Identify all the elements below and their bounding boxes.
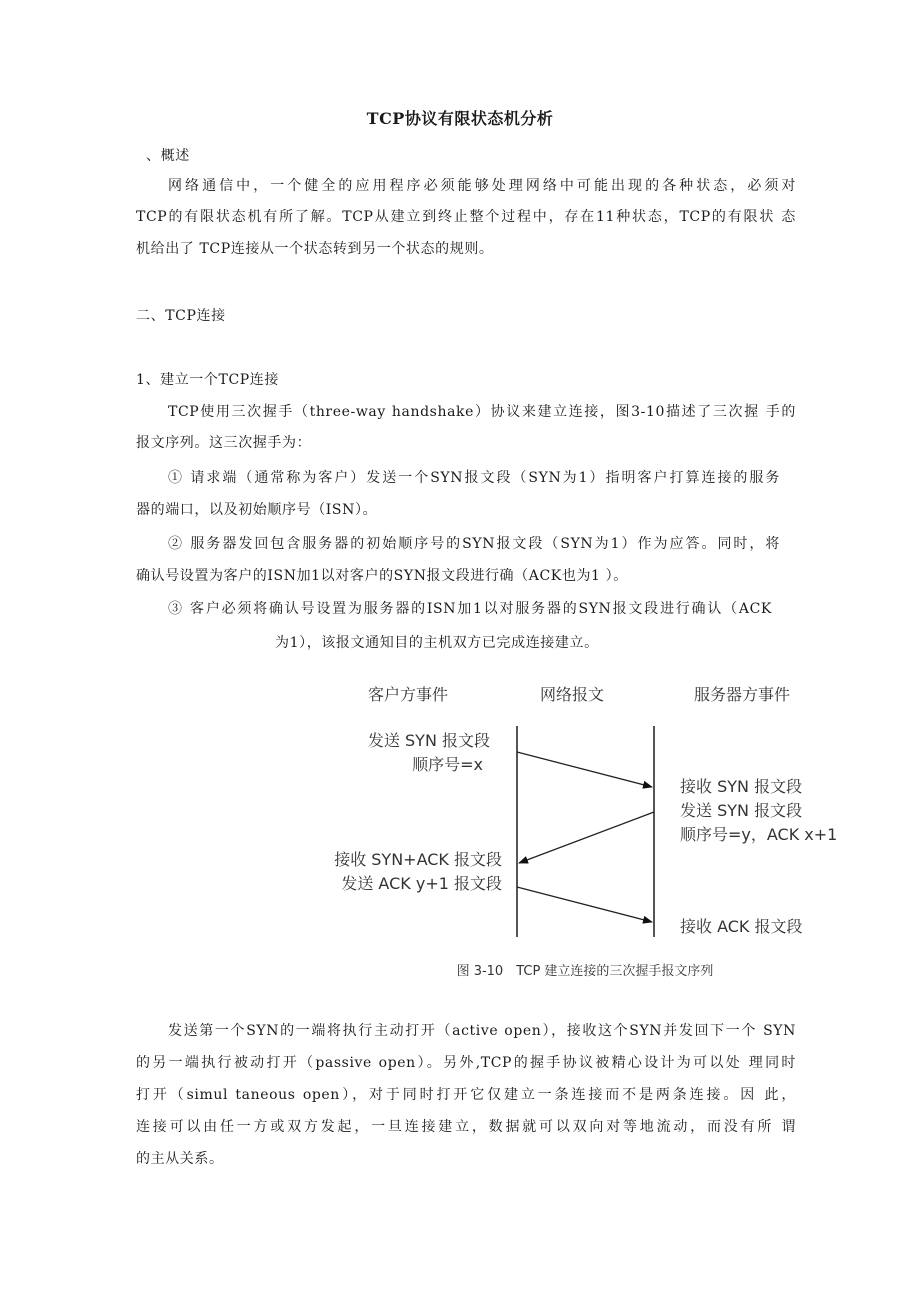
section-heading-tcp-connection: 二、TCP连接 <box>136 308 226 324</box>
step-3-line: ③ 客户必须将确认号设置为服务器的ISN加1以对服务器的SYN报文段进行确认（ACK <box>168 601 772 617</box>
step-3-line: 为1），该报文通知目的主机双方已完成连接建立。 <box>275 635 599 651</box>
client-event-text: 顺序号=x <box>412 755 483 774</box>
step-1-line: 器的端口，以及初始顺序号（ISN）。 <box>136 502 378 518</box>
paragraph-line: 的另一端执行被动打开（passive open）。另外,TCP的握手协议被精心设计为可以处 理同时 <box>136 1055 796 1071</box>
paragraph-line: 发送第一个SYN的一端将执行主动打开（active open），接收这个SYN并发回下一个 SYN <box>168 1023 796 1039</box>
column-header-server: 服务器方事件 <box>693 685 791 704</box>
paragraph-line: 连接可以由任一方或双方发起，一旦连接建立，数据就可以双向对等地流动，而没有所 谓 <box>136 1119 796 1135</box>
ack-arrow <box>517 887 652 922</box>
paragraph-line: 的主从关系。 <box>136 1151 224 1167</box>
server-event-text: 发送 SYN 报文段 <box>680 801 803 820</box>
figure-caption: 图 3-10 TCP 建立连接的三次握手报文序列 <box>456 964 714 979</box>
paragraph-line: 报文序列。这三次握手为： <box>136 435 312 451</box>
client-event-text: 发送 SYN 报文段 <box>367 731 490 750</box>
three-way-handshake-figure <box>300 670 870 990</box>
column-header-network: 网络报文 <box>539 685 605 704</box>
server-event-text: 接收 ACK 报文段 <box>680 917 803 936</box>
section-heading-overview: 、概述 <box>146 148 190 164</box>
paragraph-line: TCP的有限状态机有所了解。TCP从建立到终止整个过程中，存在11种状态，TCP的有限状 态 <box>136 209 796 225</box>
paragraph-line: 机给出了 TCP连接从一个状态转到另一个状态的规则。 <box>136 241 494 257</box>
subheading-establish-connection: 1、建立一个TCP连接 <box>136 372 279 388</box>
step-2-line: 确认号设置为客户的ISN加1以对客户的SYN报文段进行确（ACK也为1 ）。 <box>136 568 628 584</box>
server-event-text: 接收 SYN 报文段 <box>680 777 803 796</box>
syn-ack-arrow <box>519 812 654 863</box>
paragraph-line: 打开（simul taneous open），对于同时打开它仅建立一条连接而不是两条连接。因 此， <box>136 1087 796 1103</box>
step-2-line: ② 服务器发回包含服务器的初始顺序号的SYN报文段（SYN为1）作为应答。同时，将 <box>168 536 780 552</box>
client-event-text: 发送 ACK y+1 报文段 <box>341 874 502 893</box>
step-1-line: ① 请求端（通常称为客户）发送一个SYN报文段（SYN为1）指明客户打算连接的服务 <box>168 470 780 486</box>
paragraph-line: TCP使用三次握手（three-way handshake）协议来建立连接，图3-10描述了三次握 手的 <box>168 404 796 420</box>
syn-arrow <box>517 752 652 787</box>
column-header-client: 客户方事件 <box>367 685 449 704</box>
paragraph-line: 网络通信中，一个健全的应用程序必须能够处理网络中可能出现的各种状态，必须对 <box>168 178 796 194</box>
document-title: TCP协议有限状态机分析 <box>366 109 554 128</box>
client-event-text: 接收 SYN+ACK 报文段 <box>334 850 502 869</box>
server-event-text: 顺序号=y，ACK x+1 <box>680 825 838 844</box>
